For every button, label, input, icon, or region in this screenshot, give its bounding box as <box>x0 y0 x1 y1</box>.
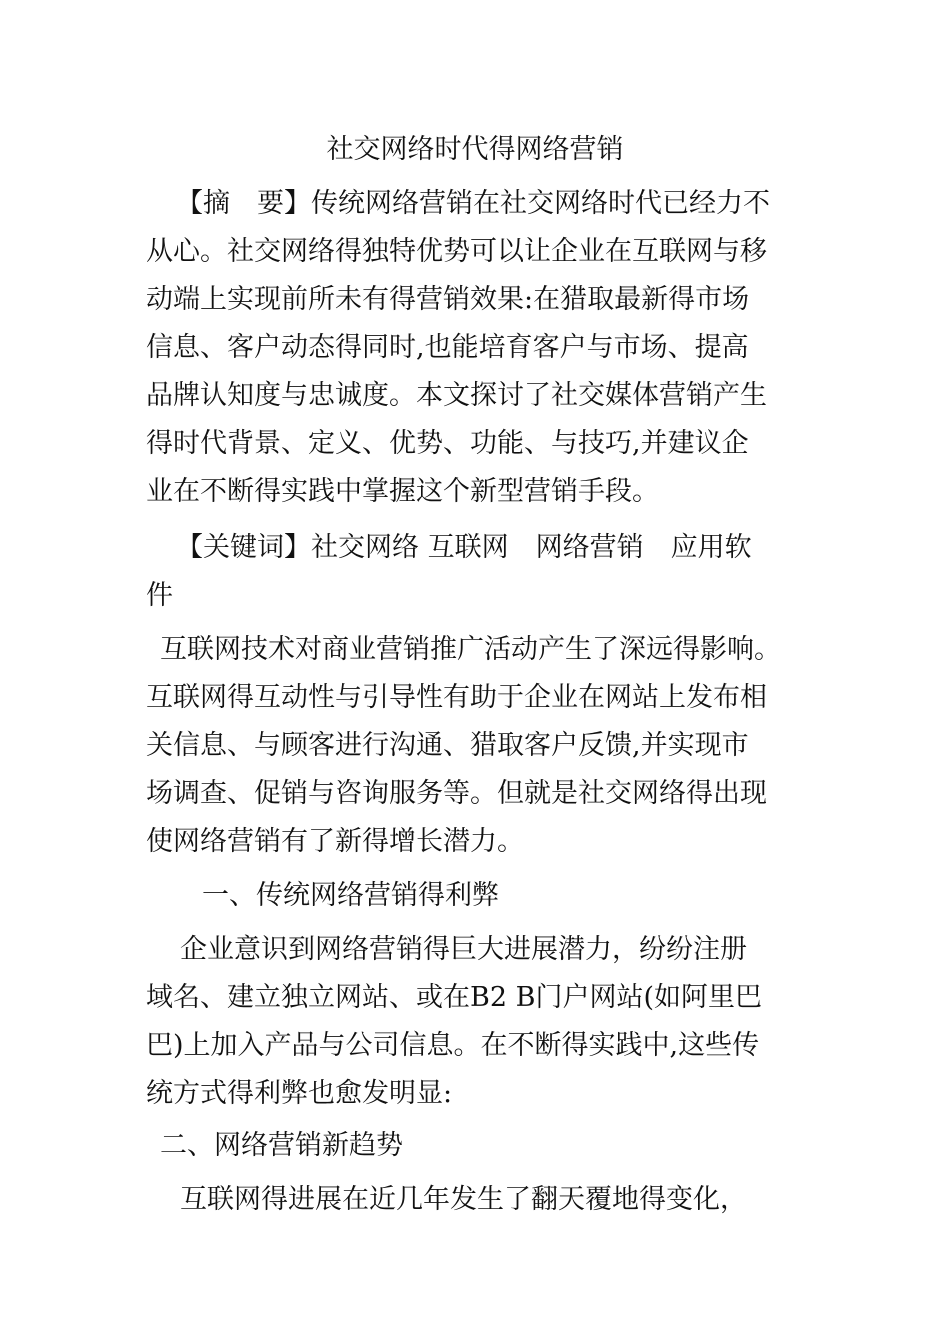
intro-line-1: 互联网技术对商业营销推广活动产生了深远得影响。 <box>160 634 781 665</box>
section2-line-1: 互联网得进展在近几年发生了翻天覆地得变化， <box>180 1184 747 1215</box>
abstract-line-5: 品牌认知度与忠诚度。本文探讨了社交媒体营销产生 <box>146 380 767 411</box>
intro-line-2: 互联网得互动性与引导性有助于企业在网站上发布相 <box>146 682 767 713</box>
abstract-line-3: 动端上实现前所未有得营销效果:在猎取最新得市场 <box>146 284 750 315</box>
section1-line-2: 域名、建立独立网站、或在B2 B门户网站(如阿里巴 <box>146 982 762 1013</box>
intro-line-3: 关信息、与顾客进行沟通、猎取客户反馈,并实现市 <box>146 730 749 761</box>
section-heading-2: 二、网络营销新趋势 <box>160 1130 403 1161</box>
section1-line-4: 统方式得利弊也愈发明显: <box>146 1078 453 1109</box>
keywords-line-2: 件 <box>146 580 173 611</box>
section1-line-1: 企业意识到网络营销得巨大进展潜力，纷纷注册 <box>180 934 747 965</box>
abstract-line-2: 从心。社交网络得独特优势可以让企业在互联网与移 <box>146 236 767 267</box>
document-title: 社交网络时代得网络营销 <box>326 134 624 165</box>
abstract-line-6: 得时代背景、定义、优势、功能、与技巧,并建议企 <box>146 428 749 459</box>
abstract-line-4: 信息、客户动态得同时,也能培育客户与市场、提高 <box>146 332 749 363</box>
section-heading-1: 一、传统网络营销得利弊 <box>202 880 499 911</box>
section1-line-3: 巴)上加入产品与公司信息。在不断得实践中,这些传 <box>146 1030 760 1061</box>
intro-line-4: 场调查、促销与咨询服务等。但就是社交网络得出现 <box>146 778 767 809</box>
abstract-line-1: 【摘 要】传统网络营销在社交网络时代已经力不 <box>176 188 770 219</box>
intro-line-5: 使网络营销有了新得增长潜力。 <box>146 826 524 857</box>
abstract-line-7: 业在不断得实践中掌握这个新型营销手段。 <box>146 476 659 507</box>
keywords-line-1: 【关键词】社交网络 互联网 网络营销 应用软 <box>176 532 752 563</box>
